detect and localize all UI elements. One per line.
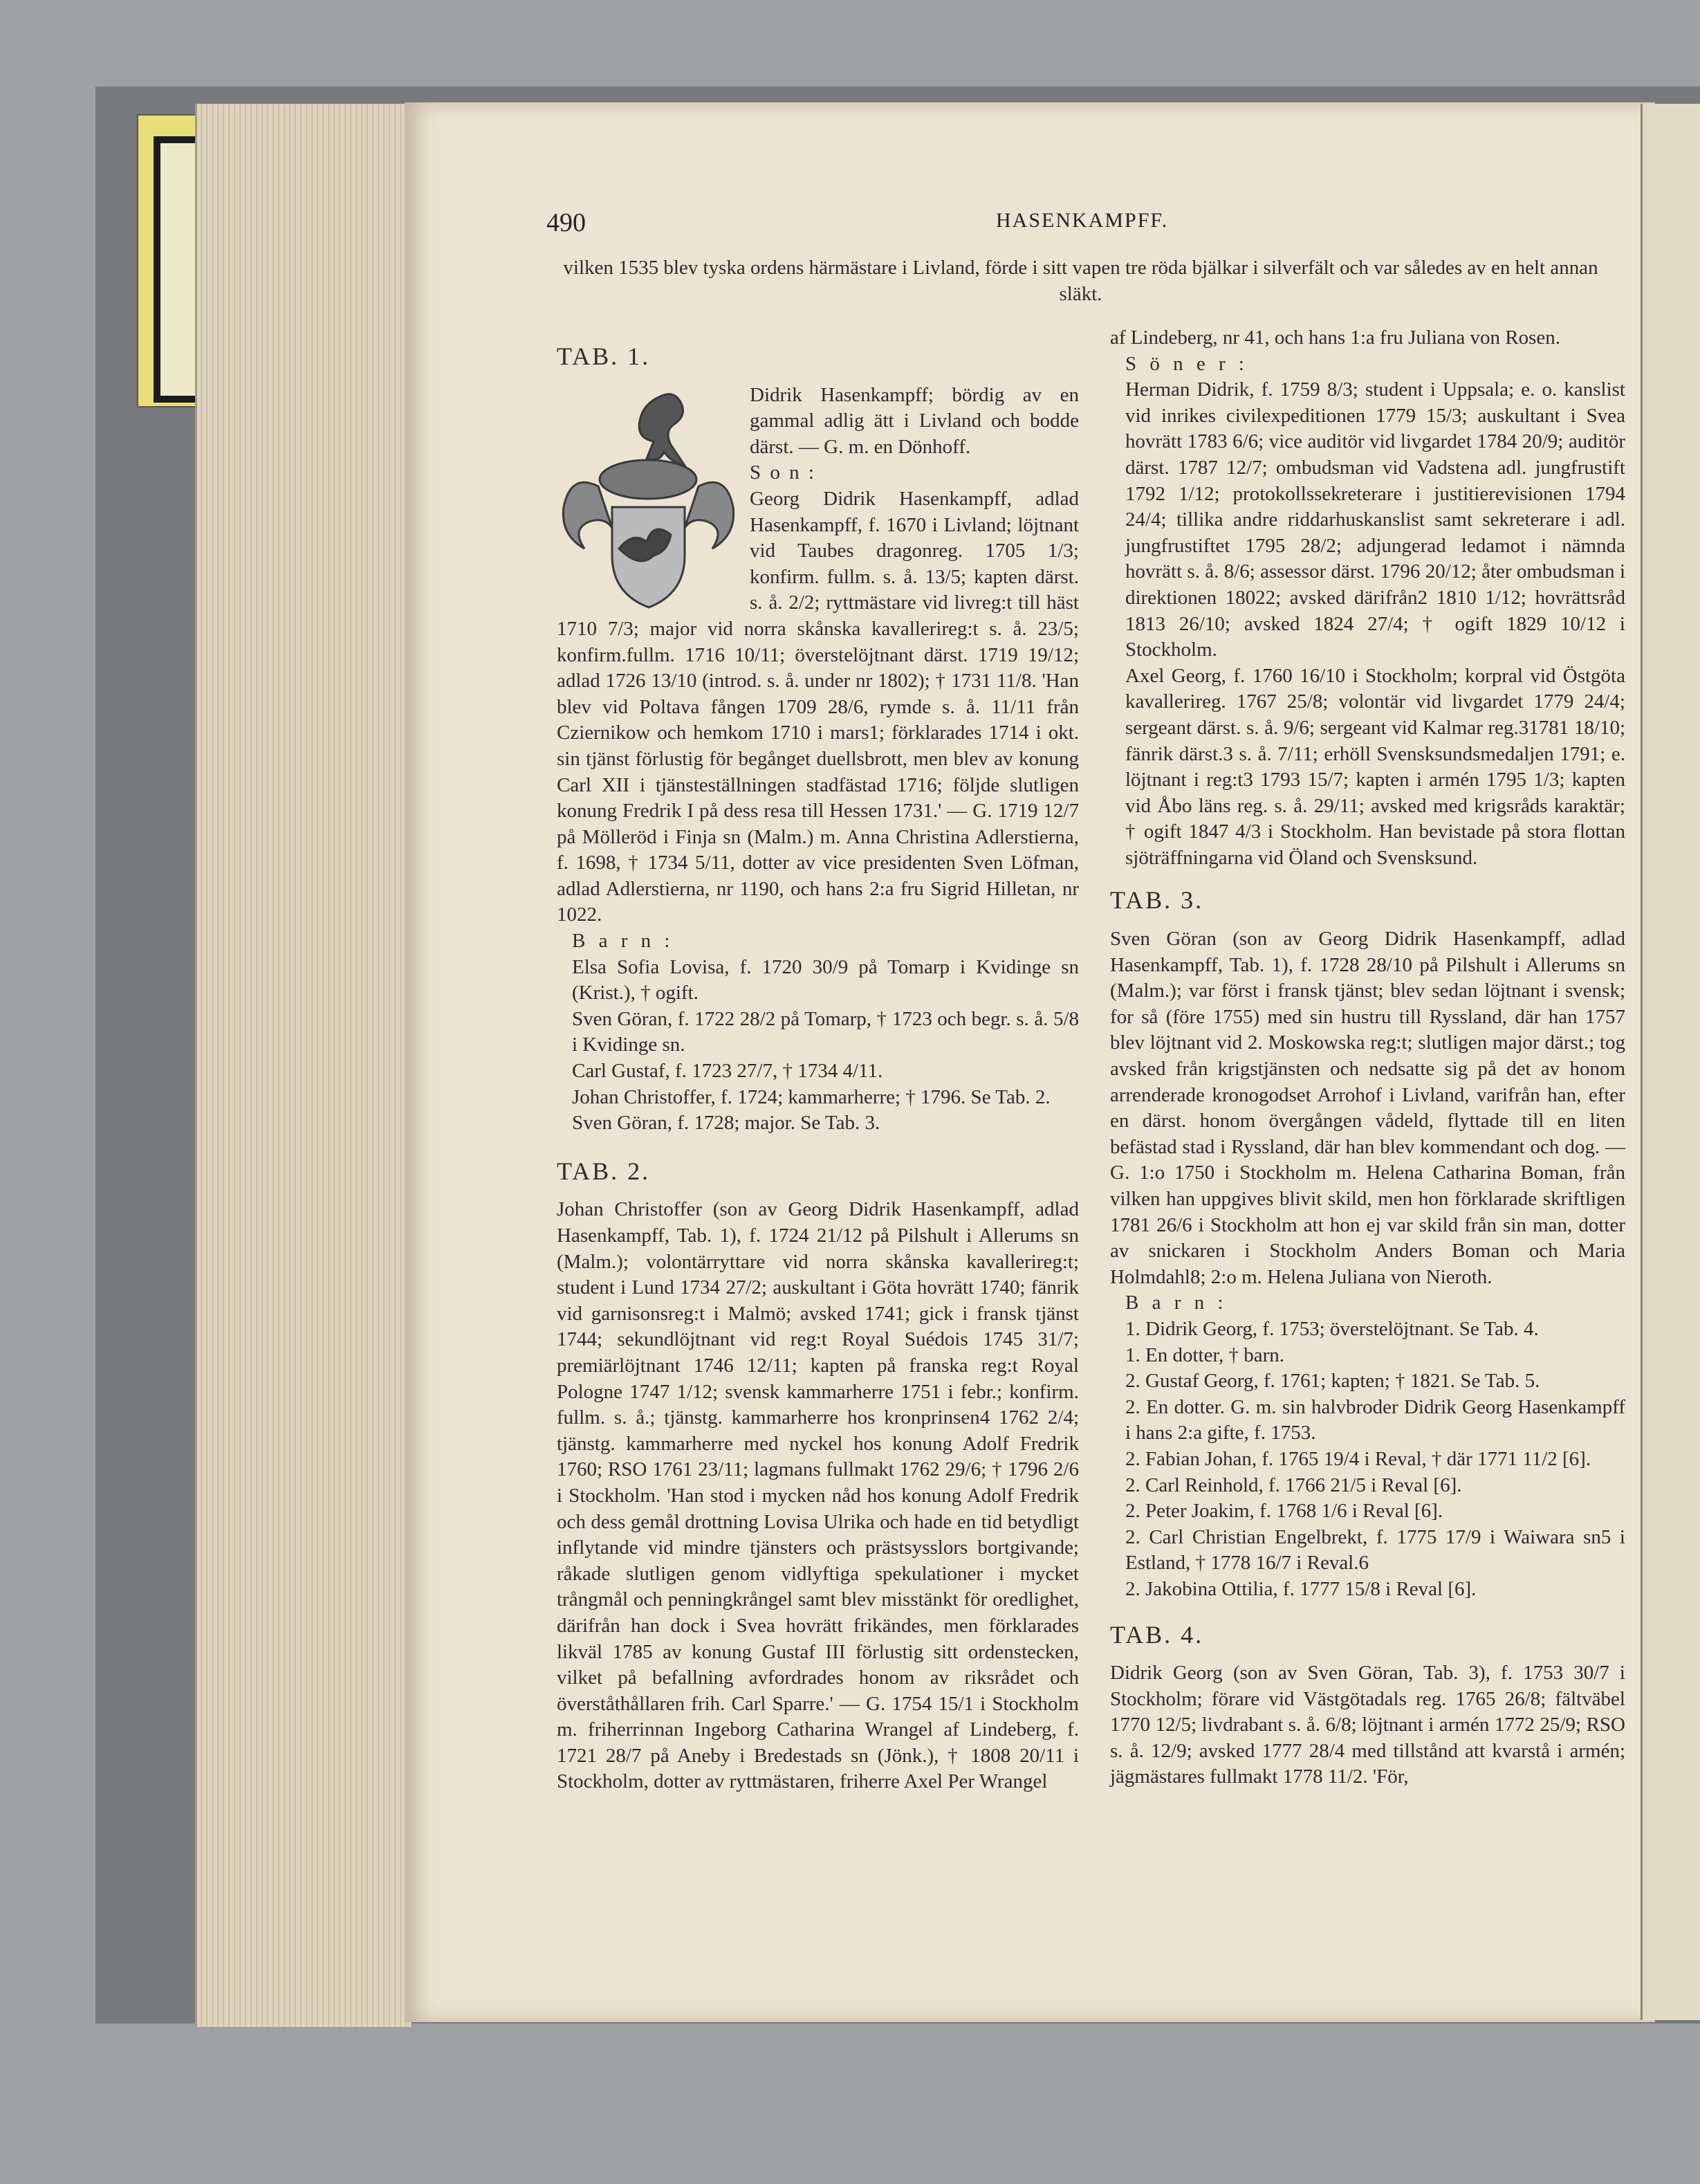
tab2-soner-label: S ö n e r :: [1125, 352, 1248, 375]
tab3-child-5: 2. Fabian Johan, f. 1765 19/4 i Reval, † där 1771 11/2 [6].: [1125, 1447, 1591, 1470]
tab1-paragraph-2: Georg Didrik Hasenkampff, adlad Hasenkampff, f. 1670 i Livland; löjtnant vid Taubes dragonreg. 1705 1/3; konfirm. fullm. s. å. 13/5; kapten därst. s. å. 2/2; ryttmästare vid livreg:t till häst 1710 7/3; major vid norra skånska kavallerireg:t s. å. 23/5; konfirm.fullm. 1716 10/11; överstelöjtnant därst. 1719 19/12; adlad 1726 13/10 (introd. s. å. under nr 1802); † 1731 11/8. 'Han blev vid Poltava fången 1709 28/6, rymde s. å. 11/11 från Cziernikow och hemkom 1710 i mars1; förklarades 1714 i okt. sin tjänst förlustig för begånget duellsbrott, men blev av konung Carl XII i tjänsteställningen stadfästad 1716; följde slutligen konung Fredrik I på dess resa till Hessen 1731.' — G. 1719 12/7 på Mölleröd i Finja sn (Malm.) m. Anna Christina Adlerstierna, f. 1698, † 1734 5/11, dotter av vice presidenten Sven Löfman, adlad Adlerstierna, nr 1190, och hans 2:a fru Sigrid Hilletan, nr 1022.: [557, 487, 1079, 926]
tab4-paragraph-1: Didrik Georg (son av Sven Göran, Tab. 3), f. 1753 30/7 i Stockholm; förare vid Västgötadals reg. 1765 26/8; fältväbel 1770 12/5; livdrabant s. å. 6/8; löjtnant i armén 1772 25/9; RSO s. å. 12/9; avsked 1777 28/4 med tillstånd att kvarstå i armén; jägmästares fullmakt 1778 11/2. 'För,: [1110, 1662, 1625, 1788]
page-edges: [195, 104, 412, 2027]
tab2-heading: TAB. 2.: [557, 1157, 651, 1185]
intro-text: vilken 1535 blev tyska ordens härmästare i Livland, förde i sitt vapen tre röda bjälkar i silverfält och var således av en helt annan släkt.: [563, 257, 1598, 305]
tab3-child-3: 2. Gustaf Georg, f. 1761; kapten; † 1821. Se Tab. 5.: [1125, 1370, 1540, 1393]
tab1-son-label: S o n :: [750, 461, 816, 484]
tab1-child-3: Carl Gustaf, f. 1723 27/7, † 1734 4/11.: [572, 1060, 883, 1083]
tab1-barn-label: B a r n :: [572, 930, 674, 953]
page-number: 490: [546, 208, 586, 237]
right-column: [1110, 325, 1625, 1790]
tab3-child-1: 1. Didrik Georg, f. 1753; överstelöjtnant. Se Tab. 4.: [1125, 1317, 1539, 1340]
tab2-son-1: Herman Didrik, f. 1759 8/3; student i Uppsala; e. o. kanslist vid inrikes civilexpeditionen 1779 15/3; auskultant i Svea hovrätt 1783 6/6; vice auditör vid livgardet 1784 20/9; auditör därst. 1787 12/7; ombudsman vid Vadstena adl. jungfrustift 1792 1/12; protokollssekreterare i justitierevisionen 1794 24/4; tillika andre riddarhuskanslist samt sekreterare i adl. jungfrustiftet 1795 28/2; adjungerad ledamot i nämnda hovrätt s. å. 8/6; assessor därst. 1796 20/12; åter ombudsman i direktionen 18022; avsked därifrån2 1810 1/12; hovrättsråd 1813 26/10; avsked 1824 27/4; † ogift 1829 10/12 i Stockholm.: [1125, 378, 1625, 661]
tab2-son-2: Axel Georg, f. 1760 16/10 i Stockholm; korpral vid Östgöta kavallerireg. 1767 25/8; volontär vid livgardet 1779 24/4; sergeant därst. s. å. 9/6; sergeant vid Kalmar reg.31781 18/10; fänrik därst.3 s. å. 7/11; erhöll Svensksundsmedaljen 1791; e. löjtnant i reg:t3 1793 15/7; kapten i armén 1795 1/3; kapten vid Åbo läns reg. s. å. 29/11; avsked med krigsråds karaktär; † ogift 1847 4/3 i Stockholm. Han bevistade på stora flottan sjöträffningarna vid Öland och Svensksund.: [1125, 664, 1625, 869]
tab1-child-1: Elsa Sofia Lovisa, f. 1720 30/9 på Tomarp i Kvidinge sn (Krist.), † ogift.: [572, 955, 1079, 1004]
tab3-heading: TAB. 3.: [1110, 886, 1204, 915]
tab3-child-4: 2. En dotter. G. m. sin halvbroder Didrik Georg Hasenkampff i hans 2:a gifte, f. 1753.: [1125, 1395, 1625, 1444]
tab3-child-2: 1. En dotter, † barn.: [1125, 1343, 1284, 1366]
tab1-child-4: Johan Christoffer, f. 1724; kammarherre; † 1796. Se Tab. 2.: [572, 1085, 1051, 1108]
tab1-heading: TAB. 1.: [557, 342, 651, 370]
index-tab-card: [137, 114, 201, 407]
tab3-child-9: 2. Jakobina Ottilia, f. 1777 15/8 i Reval [6].: [1125, 1577, 1477, 1600]
tab4-heading: TAB. 4.: [1110, 1620, 1204, 1649]
running-head: HASENKAMPFF.: [996, 209, 1169, 232]
tab2-continuation: af Lindeberg, nr 41, och hans 1:a fru Juliana von Rosen.: [1110, 327, 1560, 349]
tab1-paragraph-1: Didrik Hasenkampff; bördig av en gammal adlig ätt i Livland och bodde därst. — G. m. en Dönhoff.: [750, 383, 1079, 458]
tab3-barn-label: B a r n :: [1125, 1292, 1228, 1314]
tab3-child-8: 2. Carl Christian Engelbrekt, f. 1775 17/9 i Waiwara sn5 i Estland, † 1778 16/7 i Reval.6: [1125, 1525, 1625, 1575]
tab2-paragraph-1: Johan Christoffer (son av Georg Didrik Hasenkampff, adlad Hasenkampff, Tab. 1), f. 1724 21/12 på Pilshult i Allerums sn (Malm.); volontärryttare vid norra skånska kavallerireg:t; student i Lund 1734 27/2; auskultant i Göta hovrätt 1740; fänrik vid garnisonsreg:t i Malmö; avsked 1741; gick i fransk tjänst 1744; sekundlöjtnant vid reg:t Royal Suédois 1745 31/7; premiärlöjtnant 1746 12/11; kapten på franska reg:t Royal Pologne 1747 1/12; svensk kammarherre 1751 i febr.; konfirm. fullm. s. å.; tjänstg. kammarherre hos kronprinsen4 1762 2/4; tjänstg. kammarherre med nyckel hos konung Adolf Fredrik 1760; RSO 1761 23/11; lagmans fullmakt 1762 29/6; † 1796 2/6 i Stockholm. 'Han stod i mycken nåd hos konung Adolf Fredrik och dess gemål drottning Lovisa Ulrika och hade en tid betydligt inflytande vid mindre tjänsters och prästsysslors bortgivande; råkade slutligen genom vidlyftiga spekulationer i mycket trångmål och penningkrångel samt blev misstänkt för oredlighet, därifrån han dock i Svea hovrätt frikändes, men förklarades likväl 1785 av konung Gustaf III förlustig sitt ordenstecken, vilket på befallning avfordrades honom av riksrådet och överståthållaren frih. Carl Sparre.' — G. 1754 15/1 i Stockholm m. friherrinnan Ingeborg Catharina Wrangel af Lindeberg, f. 1721 28/7 på Aneby i Bredestads sn (Jönk.), † 1808 20/11 i Stockholm, dotter av ryttmästaren, friherre Axel Per Wrangel: [557, 1198, 1079, 1793]
tab1-child-5: Sven Göran, f. 1728; major. Se Tab. 3.: [572, 1112, 880, 1135]
next-page-edge: [1641, 104, 1700, 2020]
left-column: [557, 337, 1079, 1795]
tab3-child-7: 2. Peter Joakim, f. 1768 1/6 i Reval [6].: [1125, 1500, 1443, 1523]
tab3-paragraph-1: Sven Göran (son av Georg Didrik Hasenkampff, adlad Hasenkampff, Tab. 1), f. 1728 28/10 på Pilshult i Allerums sn (Malm.); var först i fransk tjänst; blev sedan löjtnant i svensk; for så (före 1755) med sin hustru till Ryssland, där han 1757 blev löjtnant vid 2. Moskowska reg:t; slutligen major därst.; tog avsked från krigstjänsten och nedsatte sig på det av honom arrenderade kronogodset Arrohof i Livland, varifrån han, efter en därst. honom övergången vådeld, flyttade till en liten befästad stad i Ryssland, där han blev kommendant och dog. — G. 1:o 1750 i Stockholm m. Helena Catharina Boman, från vilken han uppgives blivit skild, men hon förklarade skriftligen 1781 26/6 i Stockholm att hon ej var skild från sin man, dotter av snickaren i Stockholm Anders Boman och Maria Holmdahl8; 2:o m. Helena Juliana von Nieroth.: [1110, 928, 1625, 1288]
tab3-child-6: 2. Carl Reinhold, f. 1766 21/5 i Reval [6].: [1125, 1474, 1462, 1496]
coat-of-arms-icon: [557, 383, 740, 611]
index-tab-frame: [154, 136, 196, 403]
tab1-child-2: Sven Göran, f. 1722 28/2 på Tomarp, † 1723 och begr. s. å. 5/8 i Kvidinge sn.: [572, 1007, 1079, 1056]
